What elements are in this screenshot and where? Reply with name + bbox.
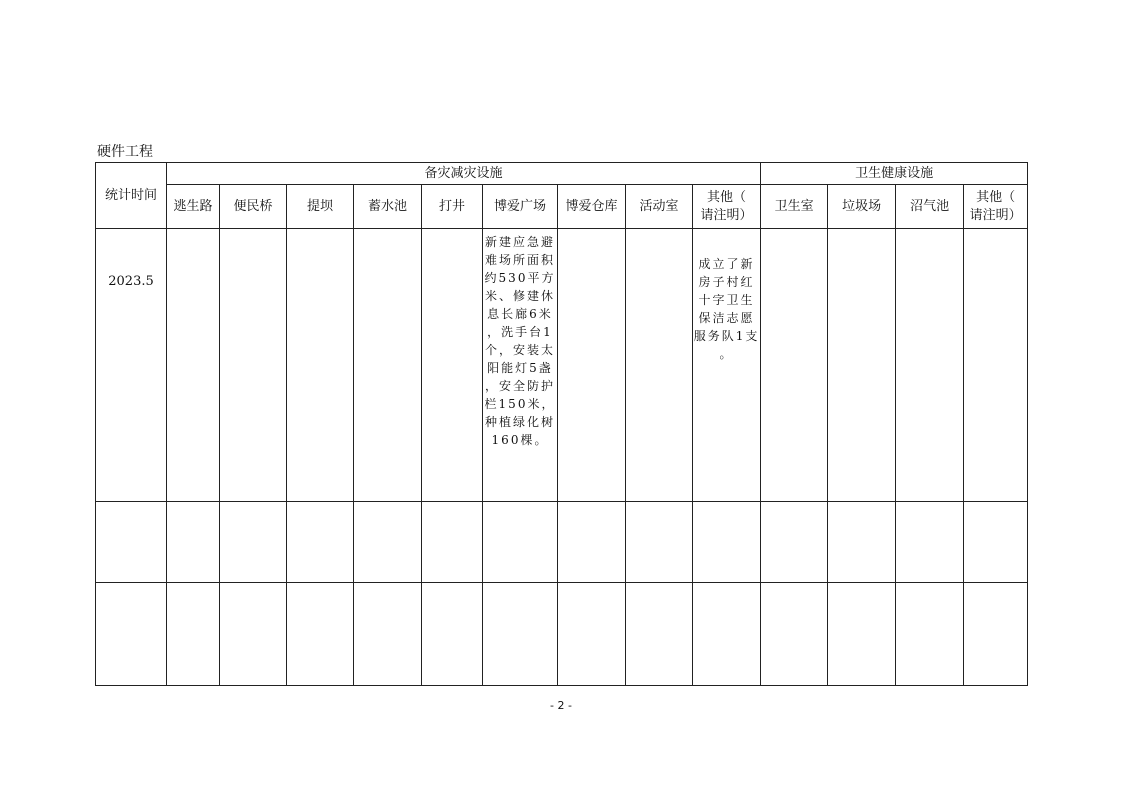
cell-empty xyxy=(626,229,693,502)
cell-empty xyxy=(422,229,483,502)
cell-empty xyxy=(964,502,1028,583)
cell-empty xyxy=(558,583,626,686)
table-row xyxy=(96,502,1028,583)
header-disaster-facilities: 备灾减灾设施 xyxy=(167,163,761,185)
cell-empty xyxy=(693,502,761,583)
cell-empty xyxy=(828,229,896,502)
cell-empty xyxy=(964,229,1028,502)
col-square: 博爱广场 xyxy=(483,185,558,229)
col-activity-room: 活动室 xyxy=(626,185,693,229)
cell-empty xyxy=(761,502,828,583)
page-number: - 2 - xyxy=(550,699,572,712)
col-biogas: 沼气池 xyxy=(896,185,964,229)
col-dam: 提坝 xyxy=(287,185,354,229)
cell-empty xyxy=(354,229,422,502)
cell-empty xyxy=(558,229,626,502)
cell-empty xyxy=(483,502,558,583)
cell-empty xyxy=(167,229,220,502)
cell-empty xyxy=(626,502,693,583)
cell-empty xyxy=(287,583,354,686)
cell-empty xyxy=(354,583,422,686)
col-garbage: 垃圾场 xyxy=(828,185,896,229)
table-row xyxy=(96,583,1028,686)
cell-empty xyxy=(558,502,626,583)
cell-empty xyxy=(896,583,964,686)
cell-empty xyxy=(220,583,287,686)
col-reservoir: 蓄水池 xyxy=(354,185,422,229)
cell-empty xyxy=(167,502,220,583)
cell-empty xyxy=(896,502,964,583)
section-title: 硬件工程 xyxy=(97,144,153,160)
hardware-table xyxy=(95,162,1028,686)
cell-empty xyxy=(483,583,558,686)
header-time: 统计时间 xyxy=(96,163,167,229)
group-header-row xyxy=(96,163,1028,185)
col-other-disaster: 其他（ 请注明） xyxy=(693,185,761,229)
cell-empty xyxy=(422,502,483,583)
cell-time xyxy=(96,583,167,686)
column-header-row xyxy=(96,185,1028,229)
table-row xyxy=(96,229,1028,502)
header-health-facilities: 卫生健康设施 xyxy=(761,163,1028,185)
col-warehouse: 博爱仓库 xyxy=(558,185,626,229)
col-escape-road: 逃生路 xyxy=(167,185,220,229)
cell-empty xyxy=(354,502,422,583)
cell-empty xyxy=(761,583,828,686)
col-other-health: 其他（ 请注明） xyxy=(964,185,1028,229)
cell-empty xyxy=(287,229,354,502)
cell-time: 2023.5 xyxy=(96,229,167,502)
cell-empty xyxy=(167,583,220,686)
cell-empty xyxy=(220,229,287,502)
cell-time xyxy=(96,502,167,583)
cell-empty xyxy=(896,229,964,502)
col-bridge: 便民桥 xyxy=(220,185,287,229)
cell-square-note: 新建应急避 难场所面积 约530平方 米、修建休 息长廊6米 ，洗手台1 个，安装太 阳能灯5盏 ，安全防护 栏150米， 种植绿化树 160棵。 xyxy=(483,229,558,502)
cell-empty xyxy=(761,229,828,502)
cell-empty xyxy=(287,502,354,583)
cell-empty xyxy=(220,502,287,583)
cell-empty xyxy=(626,583,693,686)
cell-empty xyxy=(964,583,1028,686)
cell-empty xyxy=(828,583,896,686)
col-well: 打井 xyxy=(422,185,483,229)
col-clinic: 卫生室 xyxy=(761,185,828,229)
cell-other-disaster-note: 成立了新 房子村红 十字卫生 保洁志愿 服务队1支 。 xyxy=(693,229,761,502)
cell-empty xyxy=(422,583,483,686)
cell-empty xyxy=(828,502,896,583)
cell-empty xyxy=(693,583,761,686)
